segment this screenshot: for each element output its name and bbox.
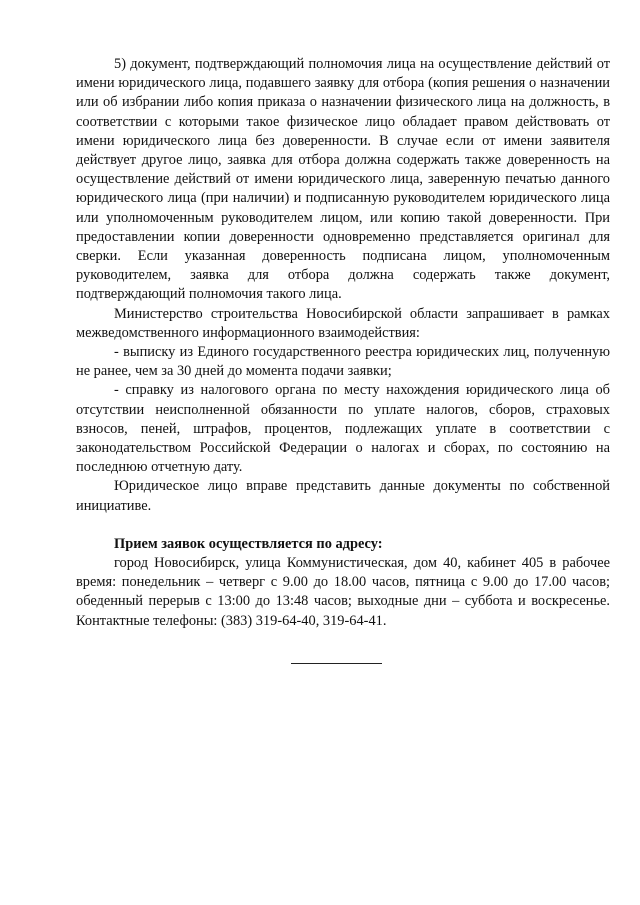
paragraph-ministry-requests: Министерство строительства Новосибирской области запрашивает в рамках межведомственного информационного взаимодействия: (76, 305, 610, 341)
reception-heading: Прием заявок осуществляется по адресу: (114, 535, 383, 552)
document-page (76, 55, 610, 631)
section-spacer (76, 516, 610, 535)
paragraph-egrul-extract: - выписку из Единого государственного реестра юридических лиц, полученную не ранее, чем за 30 дней до момента подачи заявки; (76, 344, 610, 380)
paragraph-own-initiative: Юридическое лицо вправе представить данные документы по собственной инициативе. (76, 478, 610, 514)
paragraph-document-authority: 5) документ, подтверждающий полномочия лица на осуществление действий от имени юридического лица, подавшего заявку для отбора (копия решения о назначении или об избрании либо копия приказа о назначении физического лица на должность, в соответствии с которыми такое физическое лицо обладает правом действовать от имени юридического лица без доверенности. В случае если от имени заявителя действует другое лицо, заявка для отбора должна содержать также доверенность на осуществление действий от имени юридического лица, заверенную печатью данного юридического лица (при наличии) и подписанную руководителем юридического лица или уполномоченным руководителем лицом, или копию такой доверенности. При предоставлении копии доверенности одновременно представляется оригинал для сверки. Если указанная доверенность подписана лицом, уполномоченным руководителем, заявка для отбора должна содержать также документ, подтверждающий полномочия такого лица. (76, 56, 610, 303)
paragraph-tax-certificate: - справку из налогового органа по месту нахождения юридического лица об отсутствии неисполненной обязанности по уплате налогов, сборов, страховых взносов, пеней, штрафов, процентов, подлежащих уплате в соответствии с законодательством Российской Федерации о налогах и сборах, по состоянию на последнюю отчетную дату. (76, 382, 610, 476)
paragraph-address: город Новосибирск, улица Коммунистическая, дом 40, кабинет 405 в рабочее время: понедельник – четверг с 9.00 до 18.00 часов, пятница с 9.00 до 17.00 часов; обеденный перерыв с 13:00 до 13:48 часов; выходные дни – суббота и воскресенье. Контактные телефоны: (383) 319-64-40, 319-64-41. (76, 555, 610, 629)
end-divider-line (291, 663, 382, 664)
